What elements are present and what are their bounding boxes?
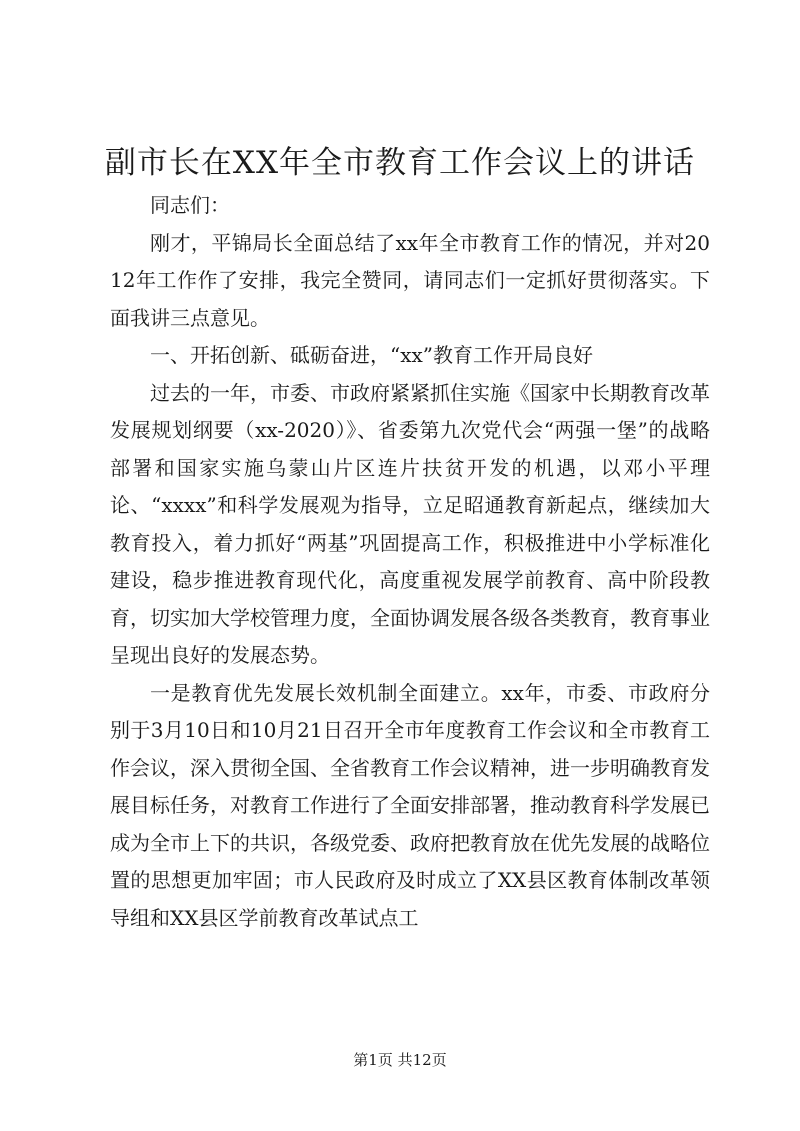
paragraph-intro: 刚才，平锦局长全面总结了xx年全市教育工作的情况，并对2012年工作作了安排，我完全赞同，请同志们一定抓好贯彻落实。下面我讲三点意见。 xyxy=(110,230,710,330)
document-title: 副市长在XX年全市教育工作会议上的讲话 xyxy=(104,145,696,181)
page-footer: 第1页 共12页 xyxy=(353,1051,447,1069)
paragraph-review: 过去的一年，市委、市政府紧紧抓住实施《国家中长期教育改革发展规划纲要（xx-2020）》、省委第九次党代会“两强一堡”的战略部署和国家实施乌蒙山片区连片扶贫开发的机遇，以邓小平理论、“xxxx”和科学发展观为指导，立足昭通教育新起点，继续加大教育投入，着力抓好“两基”巩固提高工作，积极推进中小学标准化建设，稳步推进教育现代化，高度重视发展学前教育、高中阶段教育，切实加大学校管理力度，全面协调发展各级各类教育，教育事业呈现出良好的发展态势。 xyxy=(110,380,710,667)
document-body xyxy=(110,187,710,937)
paragraph-point-1: 一是教育优先发展长效机制全面建立。xx年，市委、市政府分别于3月10日和10月21日召开全市年度教育工作会议和全市教育工作会议，深入贯彻全国、全省教育工作会议精神，进一步明确教育发展目标任务，对教育工作进行了全面安排部署，推动教育科学发展已成为全市上下的共识，各级党委、政府把教育放在优先发展的战略位置的思想更加牢固；市人民政府及时成立了XX县区教育体制改革领导组和XX县区学前教育改革试点工 xyxy=(110,680,710,930)
salutation: 同志们： xyxy=(150,193,230,217)
section-heading-1: 一、开拓创新、砥砺奋进，“xx”教育工作开局良好 xyxy=(150,343,594,367)
